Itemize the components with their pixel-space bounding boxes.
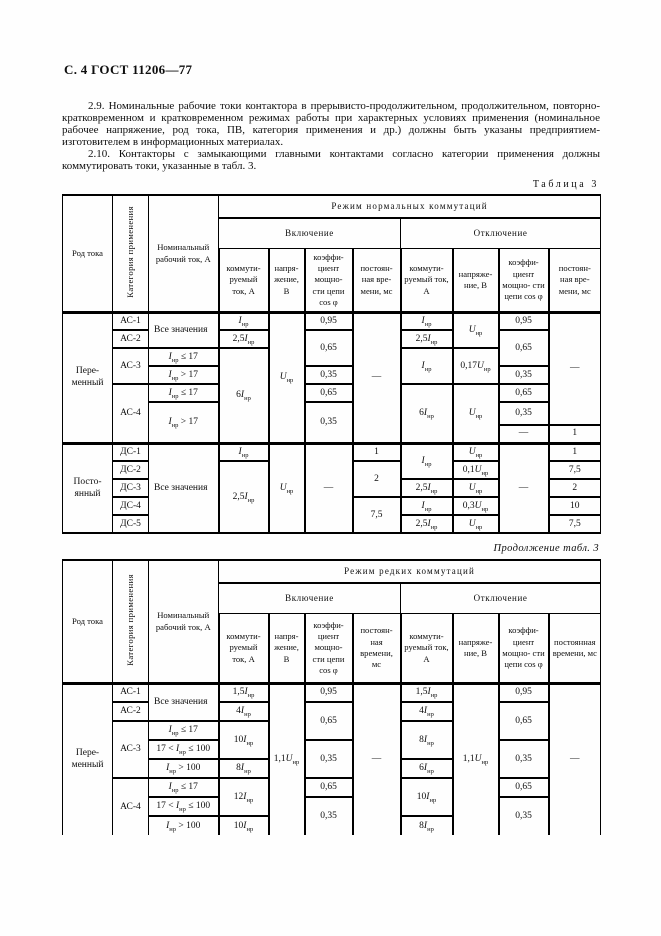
cell-rod-toka: Пере- менный (63, 312, 113, 443)
table-cell: 0,95 (499, 312, 549, 330)
cell-category: АС-2 (113, 330, 149, 348)
table-cell: $8I_{нр}$ (401, 721, 453, 759)
table-cell: $10I_{нр}$ (219, 816, 269, 835)
table-cell: $8I_{нр}$ (401, 816, 453, 835)
table-cell: 0,35 (305, 797, 353, 835)
col-header-category-label: Категория применения (124, 574, 135, 666)
col-header-regime: Режим нормальных коммутаций (219, 195, 601, 218)
col-header-nominal-current: Номинальный рабочий ток, А (149, 560, 219, 683)
table-caption: Таблица 3 (532, 179, 599, 191)
table-cell: 0,65 (499, 702, 549, 740)
cell-rod-toka: Посто- янный (63, 443, 113, 533)
col-header-rod-toka: Род тока (63, 195, 113, 312)
table-cell: Все значения (149, 683, 219, 721)
table-cell: $I_{нр} \le 17$ (149, 778, 219, 797)
table-cell: 2 (353, 461, 401, 497)
table-cell: $I_{нр} > 100$ (149, 759, 219, 778)
table-cell: $I_{нр} > 17$ (149, 402, 219, 443)
col-header-off-cos-phi: коэффи- циент мощно- сти цепи cos φ (499, 248, 549, 312)
table-cell: 2 (549, 479, 601, 497)
col-header-rod-toka: Род тока (63, 560, 113, 683)
table-cell: 0,65 (305, 778, 353, 797)
table-cell: $I_{нр}$ (401, 497, 453, 515)
col-header-off-voltage: напряже- ние, В (453, 248, 499, 312)
table-cell: $6I_{нр}$ (219, 348, 269, 443)
col-header-off-cos-phi: коэффи- циент мощно- сти цепи cos φ (499, 613, 549, 683)
table-cell: $I_{нр} \le 17$ (149, 384, 219, 402)
cell-category: АС-3 (113, 348, 149, 384)
table-row (63, 778, 601, 797)
table-cell: 0,35 (499, 740, 549, 778)
col-header-category (113, 560, 149, 683)
col-header-off: Отключение (401, 218, 601, 248)
col-header-off-current: коммути- руемый ток, А (401, 248, 453, 312)
table-cell: 1 (549, 425, 601, 443)
cell-category: АС-2 (113, 702, 149, 721)
col-header-on-current: коммути- руемый ток, А (219, 248, 269, 312)
table-cell: 0,35 (305, 366, 353, 384)
table-normal-commutations (62, 194, 601, 534)
cell-category: ДС-4 (113, 497, 149, 515)
table-cell: — (353, 683, 401, 835)
table-row (63, 443, 601, 461)
table-cell: $U_{нр}$ (269, 312, 305, 443)
table-cell: $1,1U_{нр}$ (453, 683, 499, 835)
table-cell: — (549, 312, 601, 425)
table-cell: 0,65 (305, 330, 353, 366)
table-cell: 0,65 (499, 384, 549, 402)
col-header-on: Включение (219, 218, 401, 248)
col-header-nominal-current: Номинальный рабочий ток, А (149, 195, 219, 312)
table-cell: — (353, 312, 401, 443)
col-header-off-voltage: напряже- ние, В (453, 613, 499, 683)
table-cell: — (549, 683, 601, 835)
col-header-off-current: коммути- руемый ток, А (401, 613, 453, 683)
col-header-category-label: Категория применения (124, 206, 135, 298)
table-row (63, 195, 601, 218)
table-cell: 0,65 (499, 778, 549, 797)
table-cell: 10 (549, 497, 601, 515)
table-cell: $10I_{нр}$ (219, 721, 269, 759)
col-header-on-time: постоян- ная времени, мс (353, 613, 401, 683)
table-cell: 0,65 (499, 330, 549, 366)
cell-category: АС-4 (113, 384, 149, 443)
table-cell: $2,5I_{нр}$ (401, 479, 453, 497)
table-cell: $U_{нр}$ (453, 312, 499, 348)
table-cell: 1 (353, 443, 401, 461)
cell-category: ДС-2 (113, 461, 149, 479)
cell-rod-toka: Пере- менный (63, 683, 113, 835)
col-header-category (113, 195, 149, 312)
col-header-on-cos-phi: коэффи- циент мощно- сти цепи cos φ (305, 248, 353, 312)
cell-category: АС-1 (113, 312, 149, 330)
table-cell: $I_{нр}$ (219, 443, 269, 461)
table-cell: $17 < I_{нр} \le 100$ (149, 740, 219, 759)
paragraph-2-9: 2.9. Номинальные рабочие токи контактора в прерывисто-продолжительном, продолжительном, повторно-кратковременном и кратковременном режимах работы при характерных условиях применения (номинальное рабочее напряжение, род тока, ПВ, категория применения и др.) должны быть указаны предприятием-изготовителем в информационных материалах. (62, 100, 600, 148)
table-cell: Все значения (149, 312, 219, 348)
col-header-on-time: постоян- ная вре- мени, мс (353, 248, 401, 312)
table-cell: 1 (549, 443, 601, 461)
body-text (62, 101, 600, 172)
table-cell: 0,35 (499, 402, 549, 425)
table-cell: $I_{нр}$ (219, 312, 269, 330)
table-cell: $4I_{нр}$ (219, 702, 269, 721)
table-cell: $0,3U_{нр}$ (453, 497, 499, 515)
table-cell: $U_{нр}$ (269, 443, 305, 533)
table-cell: $10I_{нр}$ (401, 778, 453, 816)
table-cell: — (499, 425, 549, 443)
table-cell: $U_{нр}$ (453, 479, 499, 497)
page-content (62, 0, 600, 835)
table-cell: $0,17U_{нр}$ (453, 348, 499, 384)
cell-category: ДС-1 (113, 443, 149, 461)
cell-category: АС-1 (113, 683, 149, 702)
cell-category: АС-4 (113, 778, 149, 835)
cell-category: ДС-3 (113, 479, 149, 497)
table-cell: — (499, 443, 549, 533)
table-cell: 0,35 (305, 740, 353, 778)
table-row (63, 330, 601, 348)
table-row (63, 702, 601, 721)
table-row (63, 312, 601, 330)
table-cell: $2,5I_{нр}$ (219, 461, 269, 533)
cell-category: АС-3 (113, 721, 149, 778)
table-cell: $12I_{нр}$ (219, 778, 269, 816)
table-cell: $17 < I_{нр} \le 100$ (149, 797, 219, 816)
table-cell: 7,5 (549, 461, 601, 479)
col-header-regime: Режим редких коммутаций (219, 560, 601, 583)
table-cell: 0,35 (499, 366, 549, 384)
table-cell: 0,35 (499, 797, 549, 835)
table-cell: $2,5I_{нр}$ (219, 330, 269, 348)
page-header: С. 4 ГОСТ 11206—77 (64, 62, 193, 77)
table-cell: $I_{нр} > 17$ (149, 366, 219, 384)
cell-category: ДС-5 (113, 515, 149, 533)
table-continuation-caption: Продолжение табл. 3 (493, 543, 599, 555)
table-cell: $2,5I_{нр}$ (401, 330, 453, 348)
paragraph-2-10: 2.10. Контакторы с замыкающими главными контактами согласно категории применения должны коммутировать токи, указанные в табл. 3. (62, 147, 600, 172)
table-row (63, 384, 601, 402)
table-cell: $I_{нр} > 100$ (149, 816, 219, 835)
table-cell: 0,65 (305, 384, 353, 402)
table-cell: 0,95 (499, 683, 549, 702)
table-cell: $I_{нр} \le 17$ (149, 721, 219, 740)
table-cell: — (305, 443, 353, 533)
col-header-off-time: постоян- ная вре- мени, мс (549, 248, 601, 312)
table-cell: $6I_{нр}$ (401, 759, 453, 778)
table-cell: 7,5 (549, 515, 601, 533)
table-cell: $U_{нр}$ (453, 384, 499, 443)
col-header-on: Включение (219, 583, 401, 613)
table-row (63, 683, 601, 702)
table-cell: $1,1U_{нр}$ (269, 683, 305, 835)
table-cell: $I_{нр}$ (401, 312, 453, 330)
col-header-on-voltage: напря- жение, В (269, 248, 305, 312)
table-cell: $1,5I_{нр}$ (401, 683, 453, 702)
table-cell: 0,35 (305, 402, 353, 443)
col-header-off: Отключение (401, 583, 601, 613)
table-cell: $U_{нр}$ (453, 443, 499, 461)
table-row (63, 560, 601, 583)
table-cell: $I_{нр}$ (401, 348, 453, 384)
table-cell: $8I_{нр}$ (219, 759, 269, 778)
table-cell: Все значения (149, 443, 219, 533)
table-cell: 0,95 (305, 683, 353, 702)
table-cell: $1,5I_{нр}$ (219, 683, 269, 702)
table-cell: $I_{нр} \le 17$ (149, 348, 219, 366)
table-cell: $I_{нр}$ (401, 443, 453, 479)
col-header-on-voltage: напря- жение, В (269, 613, 305, 683)
table-cell: 0,95 (305, 312, 353, 330)
col-header-off-time: постоянная времени, мс (549, 613, 601, 683)
table-cell: $4I_{нр}$ (401, 702, 453, 721)
table-cell: 7,5 (353, 497, 401, 533)
table-rare-commutations (62, 559, 601, 835)
table-cell: $6I_{нр}$ (401, 384, 453, 443)
table-cell: $0,1U_{нр}$ (453, 461, 499, 479)
table-cell: 0,65 (305, 702, 353, 740)
col-header-on-cos-phi: коэффи- циент мощно- сти цепи cos φ (305, 613, 353, 683)
table-cell: $U_{нр}$ (453, 515, 499, 533)
col-header-on-current: коммути- руемый ток, А (219, 613, 269, 683)
table-cell: $2,5I_{нр}$ (401, 515, 453, 533)
